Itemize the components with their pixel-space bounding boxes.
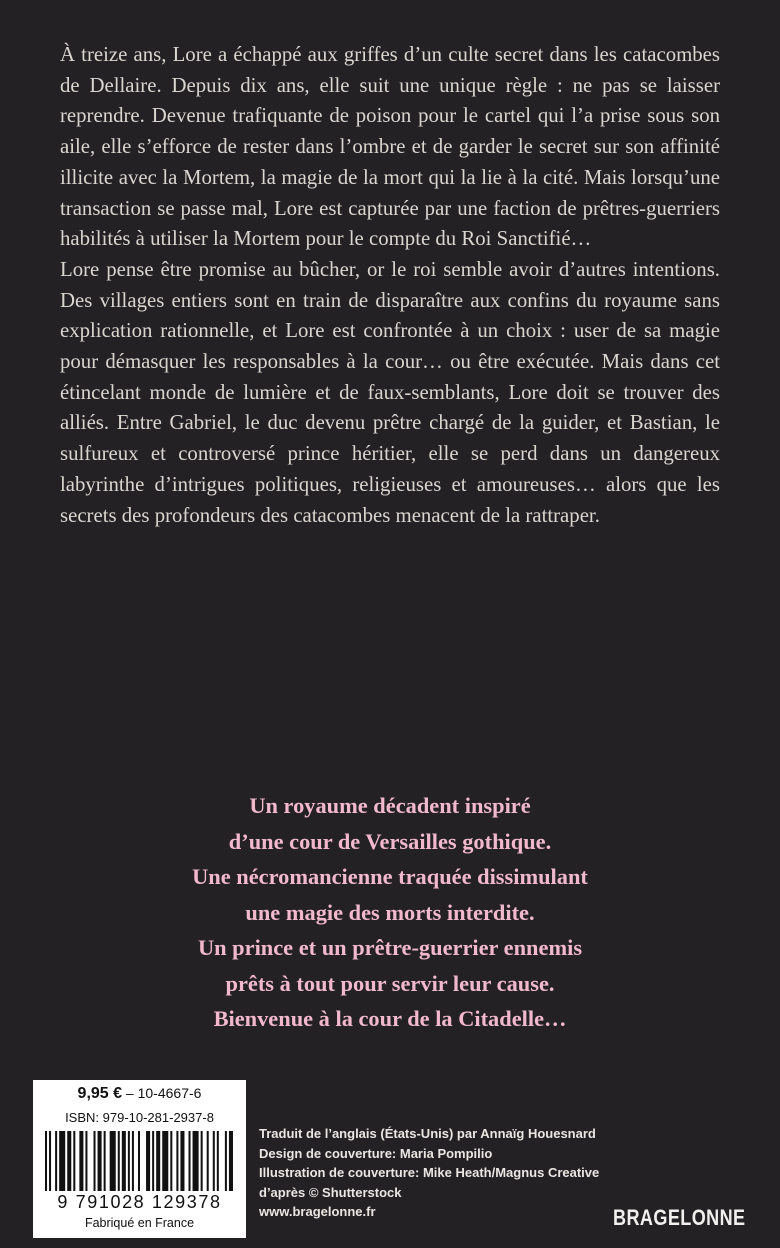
made-in-label: Fabriqué en France <box>84 1216 195 1230</box>
barcode-icon <box>45 1131 235 1191</box>
tagline-block <box>60 788 720 1037</box>
tagline-line: Bienvenue à la cour de la Citadelle… <box>213 1006 567 1031</box>
tagline-line: prêts à tout pour servir leur cause. <box>225 970 555 996</box>
credits-block <box>259 1124 599 1222</box>
credit-line: Design de couverture: Maria Pompilio <box>259 1145 493 1161</box>
tagline-line: Une nécromancienne traquée dissimulant <box>192 864 588 889</box>
publisher-logo: BRAGELONNE <box>612 1205 745 1230</box>
tagline-line: Un prince et un prêtre-guerrier ennemis <box>197 935 583 960</box>
price-barcode-box <box>33 1080 246 1238</box>
synopsis-paragraph: À treize ans, Lore a échappé aux griffes d’un culte secret dans les catacombes de Dellaire. Depuis dix ans, elle suit une unique règle : ne pas se laisser reprendre. Devenue trafiquante de poison pour le cartel qui l’a prise sous son aile, elle s’efforce de rester dans l’ombre et de garder le secret sur son affinité illicite avec la Mortem, la magie de la mort qui la lie à la cité. Mais lorsqu’une transaction se passe mal, Lore est capturée par une faction de prêtres-guerriers habilités à utiliser la Mortem pour le compte du Roi Sanctifié… <box>60 43 720 251</box>
price-line <box>33 1085 246 1103</box>
credit-line: Illustration de couverture: Mike Heath/Magnus Creative <box>259 1165 600 1180</box>
synopsis-paragraph: Lore pense être promise au bûcher, or le roi semble avoir d’autres intentions. Des villages entiers sont en train de disparaître aux confins du royaume sans explication rationnelle, et Lore est confrontée à un choix : user de sa magie pour démasquer les responsables à la cour… ou être exécutée. Mais dans cet étincelant monde de lumière et de faux-semblants, Lore doit se trouver des alliés. Entre Gabriel, le duc devenu prêtre chargé de la guider, et Bastian, le sulfureux et controversé prince héritier, elle se perd dans un dangereux labyrinthe d’intrigues politiques, religieuses et amoureuses… alors que les secrets des profondeurs des catacombes menacent de la rattraper. <box>60 257 720 527</box>
tagline-line: une magie des morts interdite. <box>245 899 535 925</box>
isbn: ISBN: 979-10-281-2937-8 <box>65 1110 214 1125</box>
synopsis-block <box>60 40 720 531</box>
website-link[interactable]: www.bragelonne.fr <box>259 1204 376 1219</box>
tagline-line: d’une cour de Versailles gothique. <box>228 828 552 854</box>
price: 9,95 € <box>77 1085 123 1102</box>
barcode-digits: 9 791028 129378 <box>57 1192 222 1212</box>
credit-line: Traduit de l’anglais (États-Unis) par Annaïg Houesnard <box>259 1126 596 1141</box>
tagline-line: Un royaume décadent inspiré <box>249 793 531 818</box>
credit-line: d’après © Shutterstock <box>259 1184 402 1200</box>
product-code: – 10-4667-6 <box>125 1085 202 1101</box>
